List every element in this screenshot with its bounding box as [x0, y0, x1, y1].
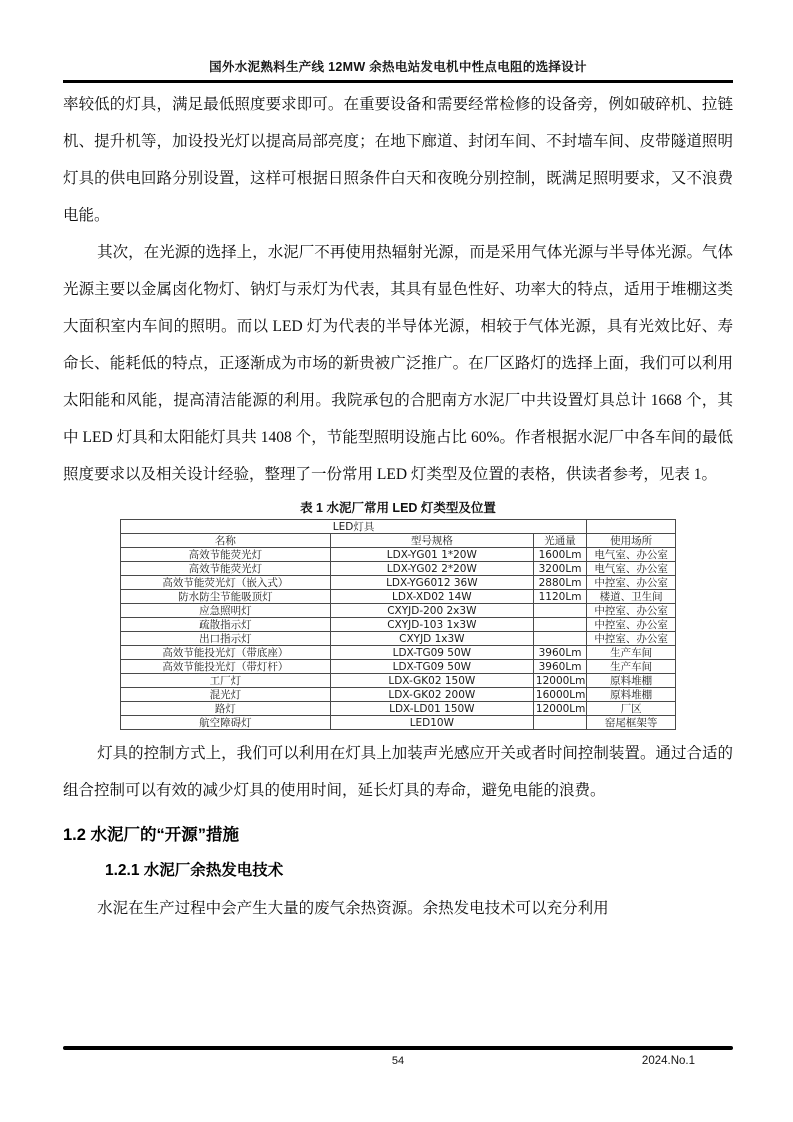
- table-row: [121, 576, 676, 590]
- table-cell: 高效节能荧光灯（嵌入式）: [121, 576, 331, 590]
- table-row: [121, 604, 676, 618]
- section-heading: 1.2 水泥厂的“开源”措施: [63, 826, 240, 844]
- table-cell: [533, 604, 586, 618]
- journal-issue: 2024.No.1: [641, 1055, 695, 1067]
- table-cell: [533, 716, 586, 730]
- table-cell: CXYJD-200 2x3W: [330, 604, 533, 618]
- table-cell: LDX-TG09 50W: [330, 660, 533, 674]
- table-header-row: [121, 534, 676, 548]
- table-cell: CXYJD 1x3W: [330, 632, 533, 646]
- table-cell: LDX-TG09 50W: [330, 646, 533, 660]
- table-cell: 出口指示灯: [121, 632, 331, 646]
- table-caption: 表 1 水泥厂常用 LED 灯类型及位置: [300, 501, 496, 515]
- table-cell: 3960Lm: [533, 646, 586, 660]
- table-cell: 防水防尘节能吸顶灯: [121, 590, 331, 604]
- table-row: [121, 660, 676, 674]
- paragraph: 率较低的灯具，满足最低照度要求即可。在重要设备和需要经常检修的设备旁，例如破碎机、拉链机、提升机等，加设投光灯以提高局部亮度；在地下廊道、封闭车间、不封墙车间、皮带隧道照明灯具的供电回路分别设置，这样可根据日照条件白天和夜晚分别控制，既满足照明要求，又不浪费电能。: [63, 96, 733, 224]
- subsection-heading: 1.2.1 水泥厂余热发电技术: [105, 862, 284, 879]
- table-cell: 中控室、办公室: [587, 604, 676, 618]
- table-cell: LDX-YG02 2*20W: [330, 562, 533, 576]
- table-cell: 中控室、办公室: [587, 618, 676, 632]
- table-group-header-empty: [587, 520, 676, 534]
- table-cell: 生产车间: [587, 660, 676, 674]
- table-cell: 原料堆棚: [587, 688, 676, 702]
- table-row: [121, 590, 676, 604]
- table-cell: LDX-YG01 1*20W: [330, 548, 533, 562]
- table-row: [121, 618, 676, 632]
- table-row: [121, 632, 676, 646]
- page-number: 54: [391, 1055, 405, 1067]
- table-group-header-row: [121, 520, 676, 534]
- table-row: [121, 674, 676, 688]
- led-table-body: [121, 548, 676, 730]
- table-cell: 中控室、办公室: [587, 576, 676, 590]
- table-cell: 中控室、办公室: [587, 632, 676, 646]
- paragraph: 水泥在生产过程中会产生大量的废气余热资源。余热发电技术可以充分利用: [97, 900, 609, 917]
- table-cell: 高效节能投光灯（带灯杆）: [121, 660, 331, 674]
- table-cell: 3960Lm: [533, 660, 586, 674]
- table-cell: LDX-GK02 200W: [330, 688, 533, 702]
- page-content: [63, 86, 733, 927]
- table-cell: 电气室、办公室: [587, 548, 676, 562]
- column-header-flux: 光通量: [533, 534, 586, 548]
- table-cell: 工厂灯: [121, 674, 331, 688]
- table-cell: 12000Lm: [533, 702, 586, 716]
- table-group-header: LED灯具: [121, 520, 587, 534]
- table-cell: 生产车间: [587, 646, 676, 660]
- table-cell: 电气室、办公室: [587, 562, 676, 576]
- table-cell: LDX-YG6012 36W: [330, 576, 533, 590]
- table-row: [121, 716, 676, 730]
- table-row: [121, 562, 676, 576]
- table-cell: 3200Lm: [533, 562, 586, 576]
- column-header-name: 名称: [121, 534, 331, 548]
- table-cell: 窑尾框架等: [587, 716, 676, 730]
- table-cell: 混光灯: [121, 688, 331, 702]
- table-cell: [533, 618, 586, 632]
- table-cell: LDX-GK02 150W: [330, 674, 533, 688]
- table-cell: LED10W: [330, 716, 533, 730]
- table-cell: 路灯: [121, 702, 331, 716]
- table-cell: 1120Lm: [533, 590, 586, 604]
- table-cell: 应急照明灯: [121, 604, 331, 618]
- table-cell: 疏散指示灯: [121, 618, 331, 632]
- table-cell: 16000Lm: [533, 688, 586, 702]
- column-header-place: 使用场所: [587, 534, 676, 548]
- table-cell: 1600Lm: [533, 548, 586, 562]
- header-rule: [63, 80, 733, 83]
- table-cell: 高效节能荧光灯: [121, 562, 331, 576]
- table-cell: 航空障碍灯: [121, 716, 331, 730]
- footer-rule: [63, 1046, 733, 1050]
- table-cell: 高效节能荧光灯: [121, 548, 331, 562]
- table-cell: 厂区: [587, 702, 676, 716]
- running-header-title: 国外水泥熟料生产线 12MW 余热电站发电机中性点电阻的选择设计: [209, 60, 587, 74]
- paragraph: 灯具的控制方式上，我们可以利用在灯具上加装声光感应开关或者时间控制装置。通过合适的组合控制可以有效的减少灯具的使用时间，延长灯具的寿命，避免电能的浪费。: [63, 745, 733, 799]
- table-row: [121, 548, 676, 562]
- table-cell: 2880Lm: [533, 576, 586, 590]
- table-cell: [533, 632, 586, 646]
- table-cell: 原料堆棚: [587, 674, 676, 688]
- table-cell: LDX-XD02 14W: [330, 590, 533, 604]
- table-cell: LDX-LD01 150W: [330, 702, 533, 716]
- led-lamp-table: [120, 519, 676, 730]
- column-header-model: 型号规格: [330, 534, 533, 548]
- table-cell: 楼道、卫生间: [587, 590, 676, 604]
- table-cell: CXYJD-103 1x3W: [330, 618, 533, 632]
- table-cell: 12000Lm: [533, 674, 586, 688]
- table-cell: 高效节能投光灯（带底座）: [121, 646, 331, 660]
- table-row: [121, 646, 676, 660]
- table-row: [121, 702, 676, 716]
- table-row: [121, 688, 676, 702]
- paragraph: 其次，在光源的选择上，水泥厂不再使用热辐射光源，而是采用气体光源与半导体光源。气体光源主要以金属卤化物灯、钠灯与汞灯为代表，其具有显色性好、功率大的特点，适用于堆棚这类大面积室内车间的照明。而以 LED 灯为代表的半导体光源，相较于气体光源，具有光效比好、寿命长、能耗低的特点，正逐渐成为市场的新贵被广泛推广。在厂区路灯的选择上面，我们可以利用太阳能和风能，提高清洁能源的利用。我院承包的合肥南方水泥厂中共设置灯具总计 1668 个，其中 LED 灯具和太阳能灯具共 1408 个，节能型照明设施占比 60%。作者根据水泥厂中各车间的最低照度要求以及相关设计经验，整理了一份常用 LED 灯类型及位置的表格，供读者参考，见表 1。: [63, 244, 733, 483]
